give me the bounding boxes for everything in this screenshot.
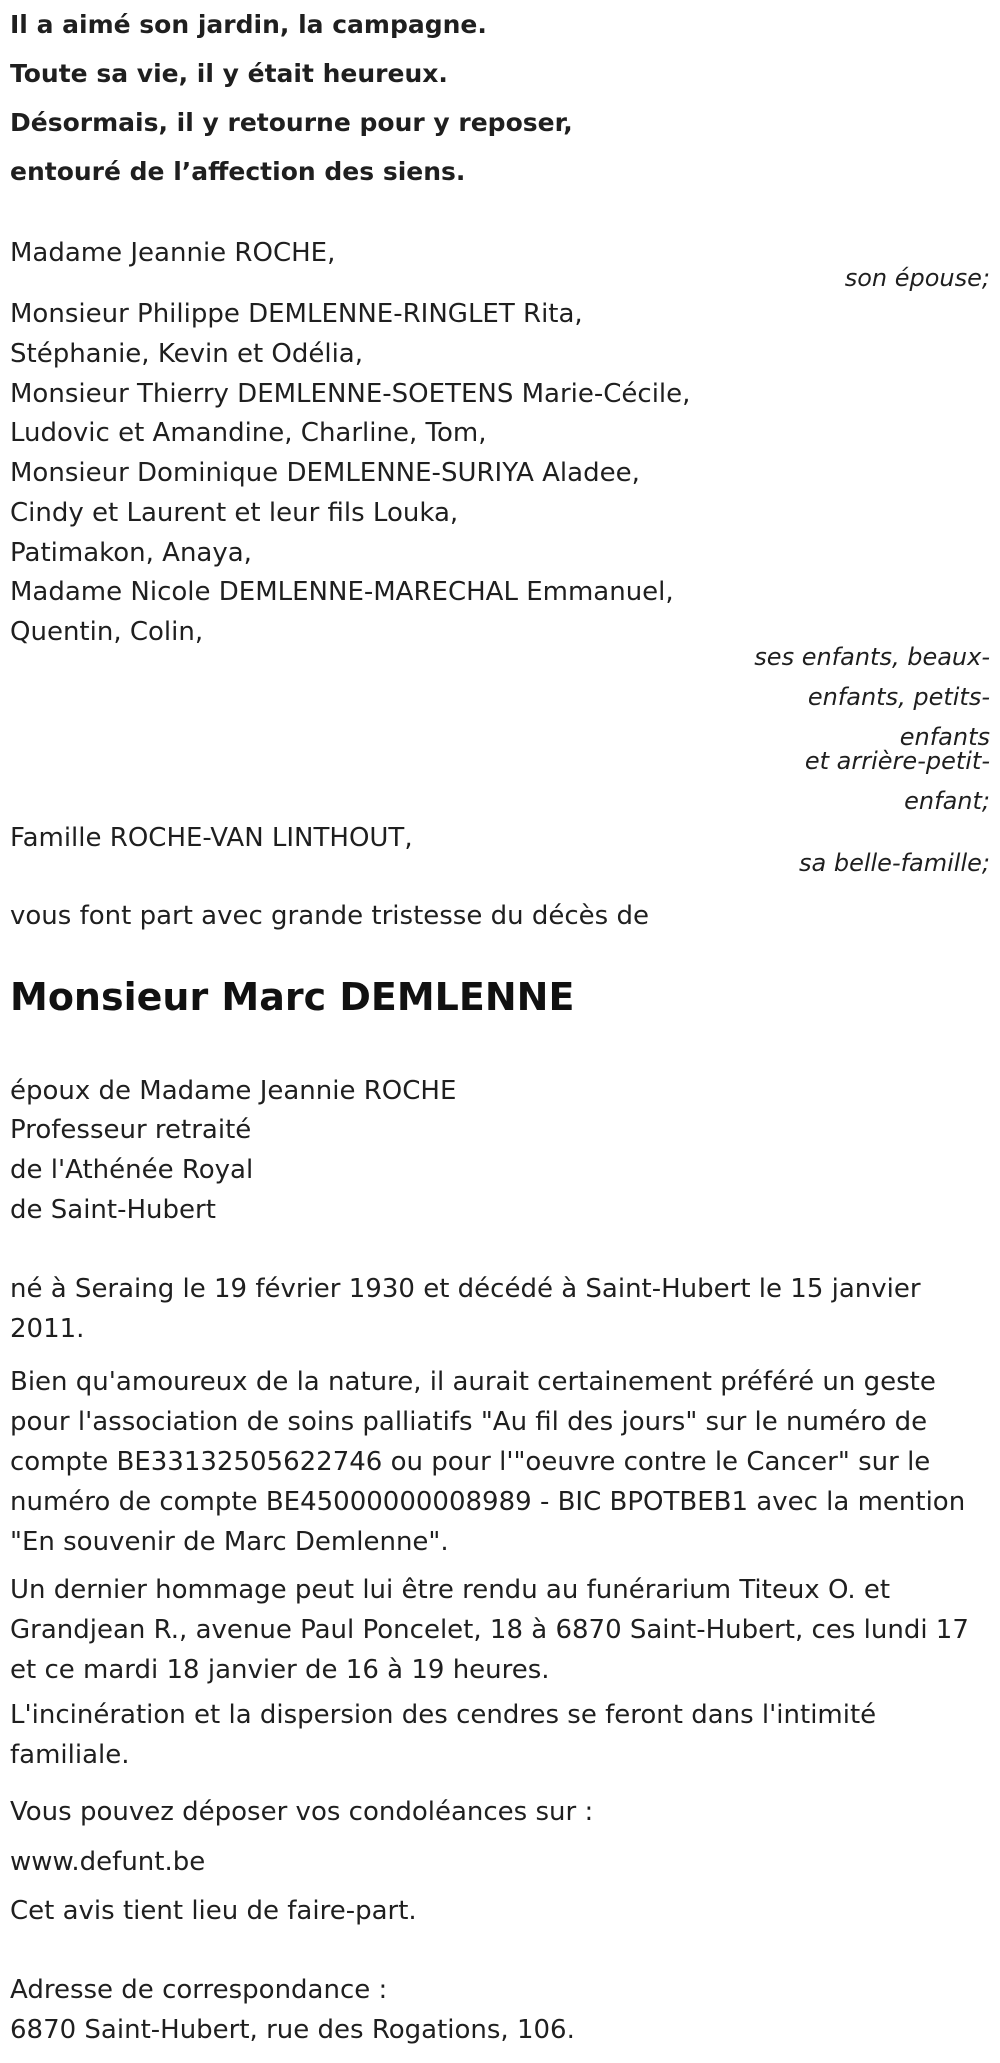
children-relation-2: et arrière-petit-enfant; [804, 747, 990, 815]
children-line-5: Monsieur Dominique DEMLENNE-SURIYA Aladee, [10, 458, 640, 488]
cremation-paragraph: L'incinération et la dispersion des cendres se feront dans l'intimité familiale. [10, 1700, 877, 1770]
children-line-6: Cindy et Laurent et leur fils Louka, [10, 498, 459, 528]
poem-line-3: Désormais, il y retourne pour y reposer, [10, 108, 573, 137]
deceased-name: Monsieur Marc DEMLENNE [10, 975, 575, 1019]
children-line-4: Ludovic et Amandine, Charline, Tom, [10, 418, 487, 448]
correspondence-address: 6870 Saint-Hubert, rue des Rogations, 106. [10, 2015, 575, 2045]
detail-line-1: époux de Madame Jeannie ROCHE [10, 1076, 457, 1106]
poem-line-4: entouré de l’affection des siens. [10, 157, 466, 186]
in-laws-relation: sa belle-famille; [799, 849, 990, 877]
spouse-relation: son épouse; [844, 264, 990, 292]
detail-line-2: Professeur retraité [10, 1115, 252, 1145]
website-link[interactable]: www.defunt.be [10, 1847, 206, 1877]
children-relation-1: ses enfants, beaux-enfants, petits-enfants [754, 643, 990, 751]
condolences-text: Vous pouvez déposer vos condoléances sur : [10, 1797, 594, 1827]
announcement-text: vous font part avec grande tristesse du décès de [10, 901, 649, 931]
detail-line-3: de l'Athénée Royal [10, 1155, 254, 1185]
birth-death-paragraph: né à Seraing le 19 février 1930 et décédé à Saint-Hubert le 15 janvier 2011. [10, 1274, 921, 1344]
poem-line-1: Il a aimé son jardin, la campagne. [10, 10, 487, 39]
children-line-7: Patimakon, Anaya, [10, 538, 252, 568]
children-line-9: Quentin, Colin, [10, 617, 204, 647]
children-line-3: Monsieur Thierry DEMLENNE-SOETENS Marie-Cécile, [10, 379, 691, 409]
children-line-2: Stéphanie, Kevin et Odélia, [10, 339, 364, 369]
spouse-name: Madame Jeannie ROCHE, [10, 238, 336, 268]
children-line-1: Monsieur Philippe DEMLENNE-RINGLET Rita, [10, 299, 583, 329]
notice-text: Cet avis tient lieu de faire-part. [10, 1896, 417, 1926]
detail-line-4: de Saint-Hubert [10, 1195, 216, 1225]
poem-line-2: Toute sa vie, il y était heureux. [10, 59, 448, 88]
donation-paragraph: Bien qu'amoureux de la nature, il aurait certainement préféré un geste pour l'association de soins palliatifs "Au fil des jours" sur le numéro de compte BE33132505622746 ou pour l'"oeuvre contre le Cancer" sur le numéro de compte BE45000000008989 - BIC BPOTBEB1 avec la mention "En souvenir de Marc Demlenne". [10, 1367, 966, 1557]
tribute-paragraph: Un dernier hommage peut lui être rendu au funérarium Titeux O. et Grandjean R., avenue Paul Poncelet, 18 à 6870 Saint-Hubert, ces lundi 17 et ce mardi 18 janvier de 16 à 19 heures. [10, 1575, 969, 1685]
in-laws-name: Famille ROCHE-VAN LINTHOUT, [10, 823, 413, 853]
correspondence-label: Adresse de correspondance : [10, 1975, 388, 2005]
children-line-8: Madame Nicole DEMLENNE-MARECHAL Emmanuel, [10, 577, 674, 607]
